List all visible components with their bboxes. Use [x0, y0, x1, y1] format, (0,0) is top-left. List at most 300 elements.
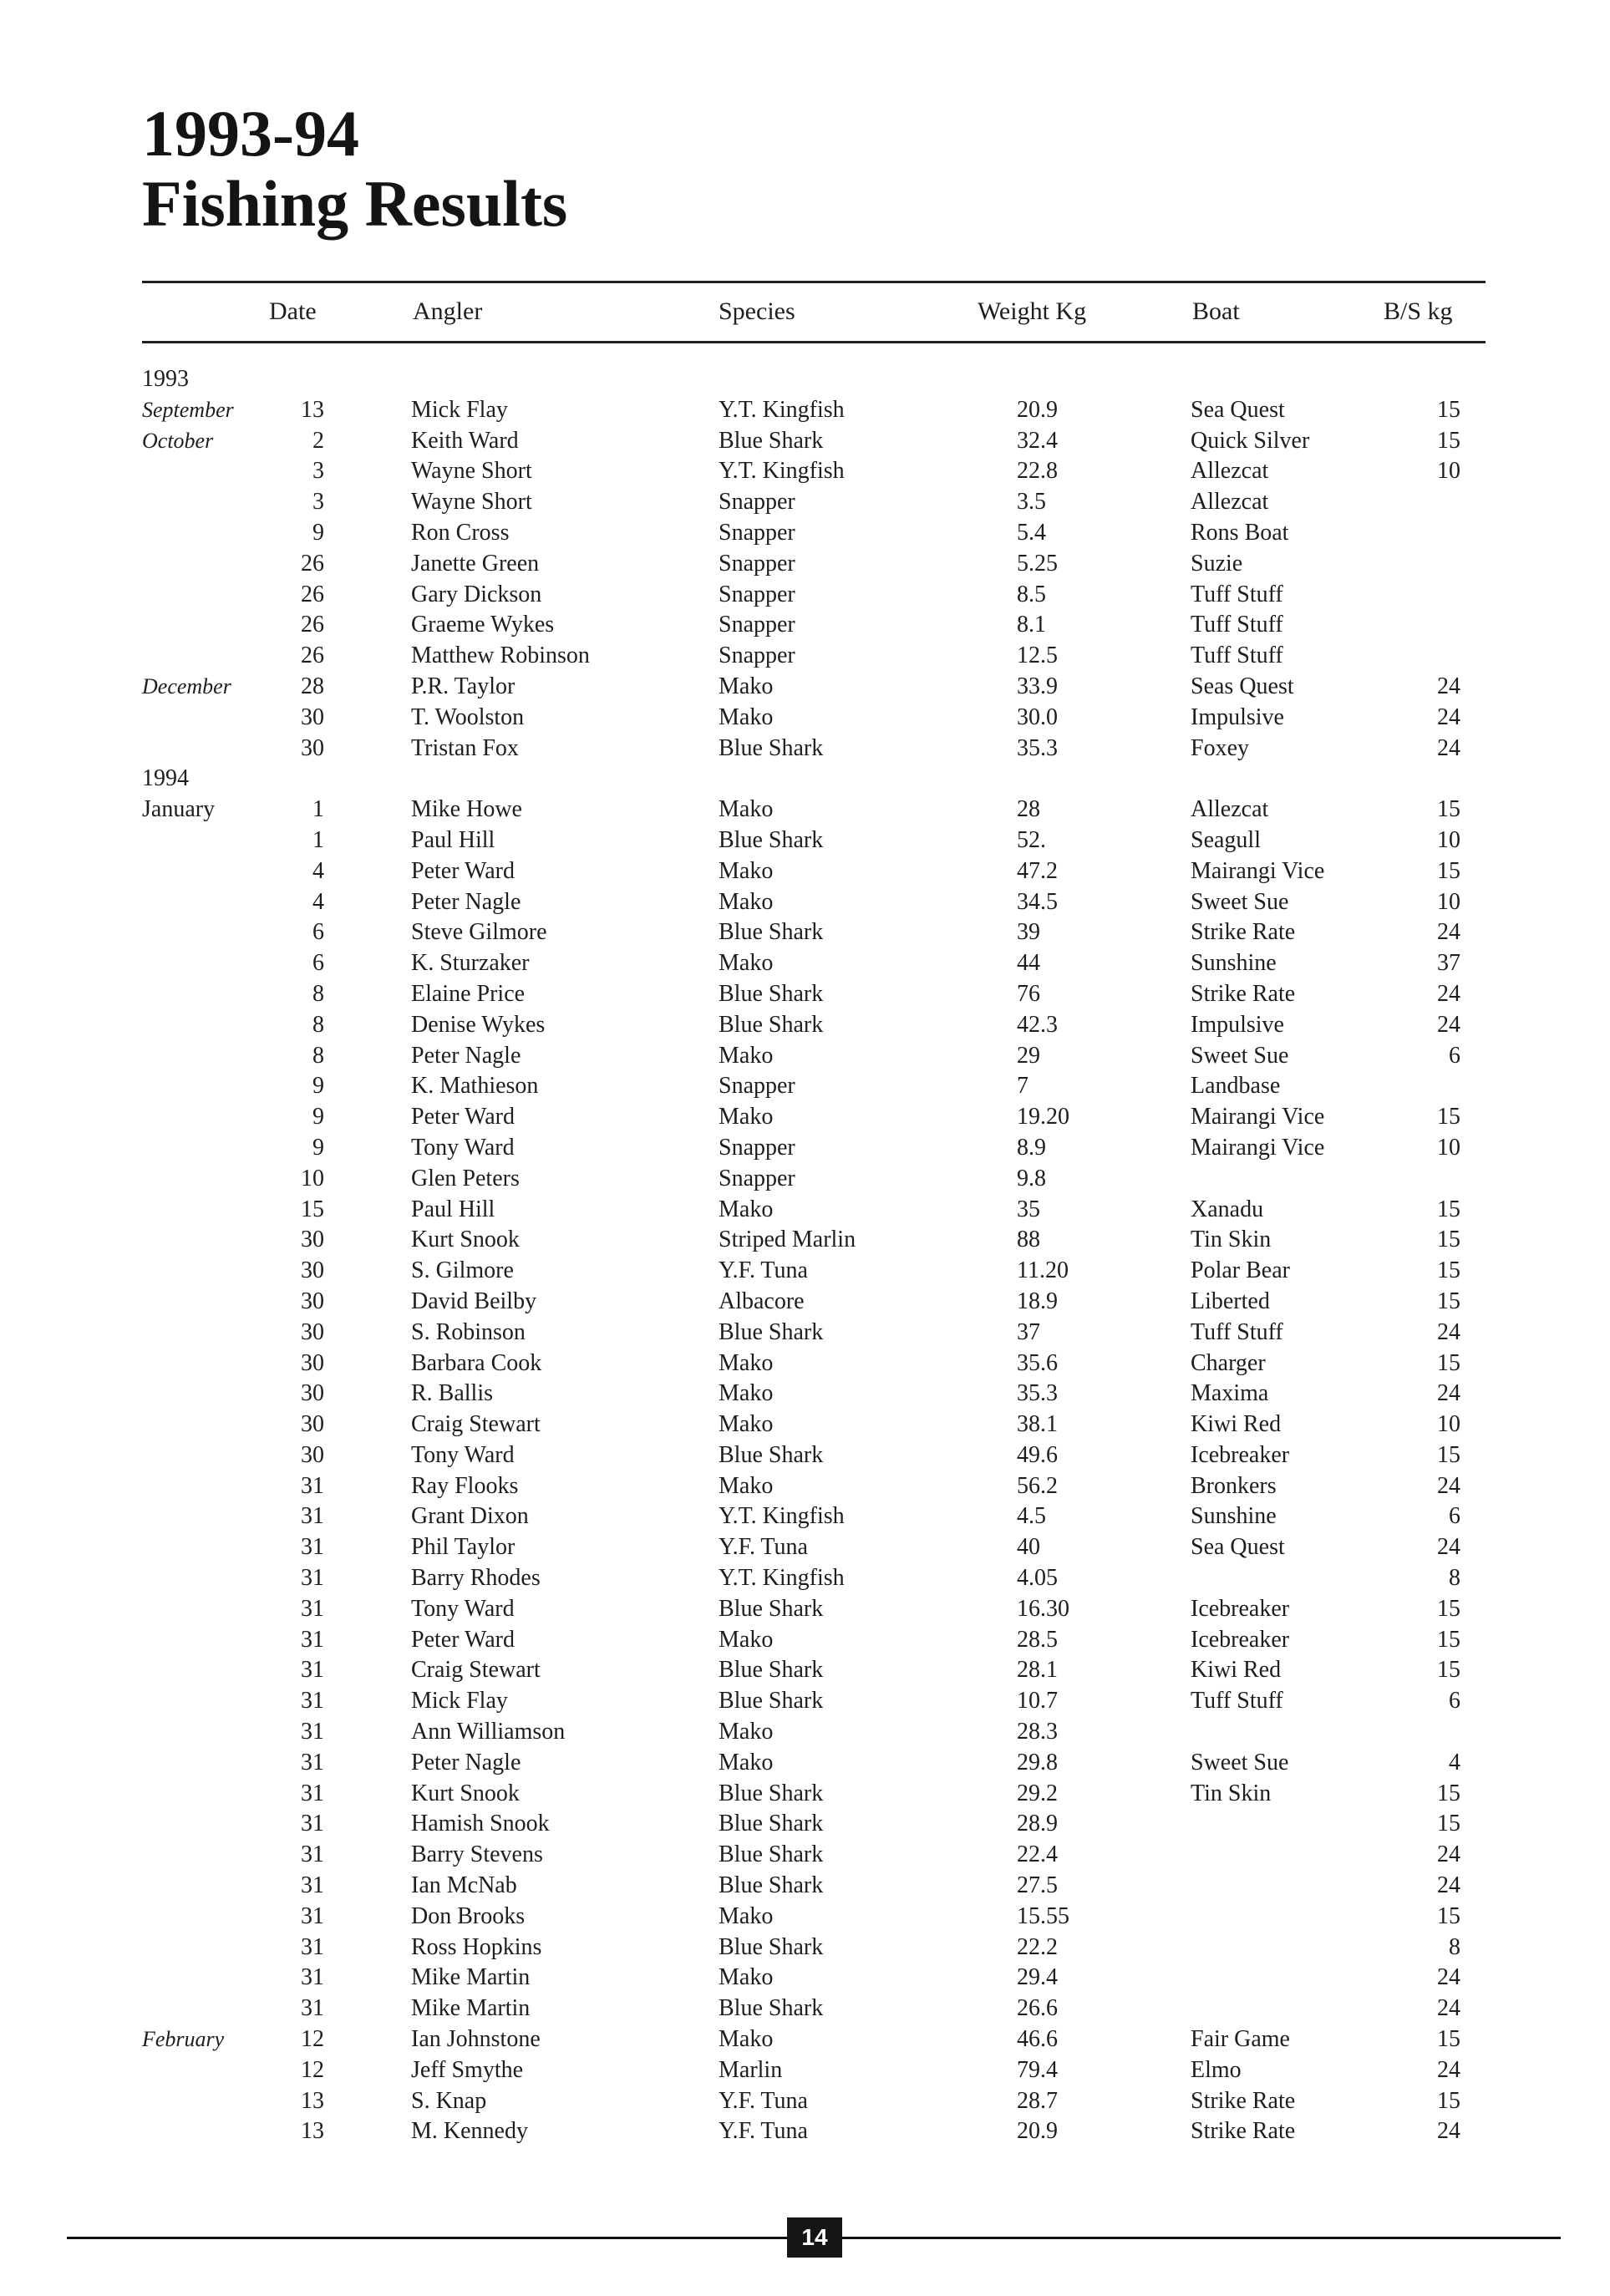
angler-cell: Paul Hill — [411, 826, 495, 853]
table-row — [0, 1256, 1610, 1287]
bs-cell: 15 — [1437, 1288, 1460, 1314]
table-row — [0, 518, 1610, 549]
day-cell: 31 — [301, 1657, 324, 1684]
species-cell: Blue Shark — [719, 826, 824, 853]
angler-cell: K. Mathieson — [411, 1073, 539, 1100]
bs-cell: 15 — [1437, 1626, 1460, 1653]
day-cell: 10 — [301, 1165, 324, 1191]
weight-cell: 15.55 — [1017, 1902, 1069, 1929]
day-cell: 30 — [301, 704, 324, 730]
angler-cell: Craig Stewart — [411, 1657, 541, 1684]
species-cell: Blue Shark — [719, 1841, 824, 1868]
boat-cell: Quick Silver — [1191, 427, 1310, 454]
title-text: Fishing Results — [142, 167, 568, 240]
species-cell: Mako — [719, 1472, 774, 1499]
angler-cell: Peter Nagle — [411, 888, 521, 915]
species-cell: Mako — [719, 857, 774, 884]
species-cell: Mako — [719, 1380, 774, 1407]
weight-cell: 26.6 — [1017, 1995, 1058, 2022]
header-angler: Angler — [413, 297, 483, 325]
table-row — [0, 795, 1610, 825]
weight-cell: 22.8 — [1017, 458, 1058, 485]
species-cell: Snapper — [719, 1165, 795, 1191]
table-row — [0, 856, 1610, 887]
day-cell: 31 — [301, 1811, 324, 1837]
day-cell: 28 — [301, 673, 324, 699]
species-cell: Y.F. Tuna — [719, 1257, 808, 1284]
header-species: Species — [719, 297, 795, 325]
weight-cell: 4.5 — [1017, 1503, 1046, 1530]
angler-cell: Tristan Fox — [411, 734, 519, 761]
day-cell: 13 — [301, 2087, 324, 2114]
bs-cell: 24 — [1437, 2056, 1460, 2083]
boat-cell: Impulsive — [1191, 704, 1284, 730]
weight-cell: 33.9 — [1017, 673, 1058, 699]
table-row — [0, 1501, 1610, 1532]
species-cell: Blue Shark — [719, 1441, 824, 1468]
table-row — [0, 2116, 1610, 2147]
table-row — [0, 672, 1610, 703]
table-row — [0, 549, 1610, 580]
table-row — [0, 1133, 1610, 1164]
species-cell: Blue Shark — [719, 1595, 824, 1622]
bs-cell: 15 — [1437, 2026, 1460, 2053]
day-cell: 13 — [301, 2118, 324, 2145]
table-row — [0, 2055, 1610, 2086]
weight-cell: 37 — [1017, 1318, 1040, 1345]
table-row — [0, 1071, 1610, 1102]
bs-cell: 15 — [1437, 857, 1460, 884]
weight-cell: 42.3 — [1017, 1011, 1058, 1038]
day-cell: 31 — [301, 1995, 324, 2022]
year-label: 1994 — [142, 765, 189, 792]
day-cell: 26 — [301, 581, 324, 607]
day-cell: 31 — [301, 1534, 324, 1561]
boat-cell: Tuff Stuff — [1191, 612, 1283, 638]
table-row — [0, 1748, 1610, 1779]
bs-cell: 24 — [1437, 2118, 1460, 2145]
table-row — [0, 1655, 1610, 1686]
species-cell: Marlin — [719, 2056, 783, 2083]
results-table — [0, 364, 1610, 2147]
weight-cell: 44 — [1017, 950, 1040, 977]
species-cell: Mako — [719, 1411, 774, 1438]
weight-cell: 28.7 — [1017, 2087, 1058, 2114]
header-boat: Boat — [1192, 297, 1240, 325]
day-cell: 31 — [301, 1841, 324, 1868]
species-cell: Blue Shark — [719, 734, 824, 761]
day-cell: 31 — [301, 1472, 324, 1499]
weight-cell: 46.6 — [1017, 2026, 1058, 2053]
table-row — [0, 1041, 1610, 1072]
day-cell: 30 — [301, 1380, 324, 1407]
bs-cell: 15 — [1437, 1902, 1460, 1929]
species-cell: Blue Shark — [719, 1318, 824, 1345]
species-cell: Mako — [719, 1196, 774, 1222]
angler-cell: S. Gilmore — [411, 1257, 514, 1284]
bs-cell: 8 — [1449, 1565, 1460, 1592]
weight-cell: 20.9 — [1017, 396, 1058, 423]
day-cell: 1 — [312, 826, 324, 853]
table-row — [0, 610, 1610, 641]
boat-cell: Mairangi Vice — [1191, 1134, 1325, 1161]
angler-cell: M. Kennedy — [411, 2118, 528, 2145]
bs-cell: 24 — [1437, 1841, 1460, 1868]
species-cell: Striped Marlin — [719, 1227, 856, 1253]
angler-cell: Denise Wykes — [411, 1011, 546, 1038]
bs-cell: 10 — [1437, 826, 1460, 853]
weight-cell: 8.9 — [1017, 1134, 1046, 1161]
angler-cell: Ann Williamson — [411, 1719, 566, 1745]
species-cell: Mako — [719, 950, 774, 977]
day-cell: 8 — [312, 980, 324, 1007]
bs-cell: 15 — [1437, 1349, 1460, 1376]
table-row — [0, 917, 1610, 948]
bs-cell: 24 — [1437, 734, 1460, 761]
boat-cell: Suzie — [1191, 550, 1243, 577]
boat-cell: Seas Quest — [1191, 673, 1294, 699]
weight-cell: 88 — [1017, 1227, 1040, 1253]
species-cell: Y.F. Tuna — [719, 2087, 808, 2114]
bs-cell: 6 — [1449, 1042, 1460, 1069]
weight-cell: 38.1 — [1017, 1411, 1058, 1438]
boat-cell: Tuff Stuff — [1191, 581, 1283, 607]
angler-cell: Don Brooks — [411, 1902, 526, 1929]
header-weight: Weight Kg — [978, 297, 1087, 325]
weight-cell: 20.9 — [1017, 2118, 1058, 2145]
table-row — [0, 1563, 1610, 1594]
angler-cell: Elaine Price — [411, 980, 526, 1007]
bs-cell: 15 — [1437, 1227, 1460, 1253]
table-row — [0, 1318, 1610, 1349]
bs-cell: 6 — [1449, 1503, 1460, 1530]
day-cell: 1 — [312, 796, 324, 823]
bs-cell: 8 — [1449, 1933, 1460, 1960]
page-title — [142, 99, 567, 239]
weight-cell: 12.5 — [1017, 643, 1058, 669]
table-header — [0, 297, 1610, 334]
day-cell: 31 — [301, 1565, 324, 1592]
species-cell: Mako — [719, 1349, 774, 1376]
species-cell: Snapper — [719, 519, 795, 546]
day-cell: 9 — [312, 1134, 324, 1161]
weight-cell: 16.30 — [1017, 1595, 1069, 1622]
day-cell: 31 — [301, 1902, 324, 1929]
species-cell: Mako — [719, 796, 774, 823]
day-cell: 31 — [301, 1872, 324, 1899]
species-cell: Y.F. Tuna — [719, 2118, 808, 2145]
weight-cell: 28.5 — [1017, 1626, 1058, 1653]
table-row — [0, 1717, 1610, 1748]
boat-cell: Tuff Stuff — [1191, 1688, 1283, 1714]
angler-cell: Ron Cross — [411, 519, 510, 546]
angler-cell: Hamish Snook — [411, 1811, 550, 1837]
weight-cell: 29.2 — [1017, 1780, 1058, 1806]
angler-cell: Ian Johnstone — [411, 2026, 541, 2053]
boat-cell: Tuff Stuff — [1191, 1318, 1283, 1345]
bs-cell: 24 — [1437, 1995, 1460, 2022]
species-cell: Mako — [719, 1964, 774, 1991]
boat-cell: Strike Rate — [1191, 980, 1296, 1007]
angler-cell: Wayne Short — [411, 458, 532, 485]
day-cell: 30 — [301, 1257, 324, 1284]
bs-cell: 24 — [1437, 1534, 1460, 1561]
boat-cell: Kiwi Red — [1191, 1657, 1282, 1684]
table-row — [0, 1440, 1610, 1471]
weight-cell: 32.4 — [1017, 427, 1058, 454]
species-cell: Y.F. Tuna — [719, 1534, 808, 1561]
table-row — [0, 703, 1610, 734]
bs-cell: 10 — [1437, 1134, 1460, 1161]
angler-cell: Peter Nagle — [411, 1749, 521, 1775]
day-cell: 6 — [312, 919, 324, 946]
table-row — [0, 1963, 1610, 1994]
day-cell: 9 — [312, 519, 324, 546]
day-cell: 31 — [301, 1503, 324, 1530]
species-cell: Blue Shark — [719, 427, 824, 454]
angler-cell: Mick Flay — [411, 1688, 508, 1714]
day-cell: 12 — [301, 2026, 324, 2053]
species-cell: Y.T. Kingfish — [719, 458, 845, 485]
day-cell: 3 — [312, 458, 324, 485]
weight-cell: 3.5 — [1017, 489, 1046, 516]
weight-cell: 28.3 — [1017, 1719, 1058, 1745]
angler-cell: Mike Martin — [411, 1995, 531, 2022]
weight-cell: 10.7 — [1017, 1688, 1058, 1714]
angler-cell: Tony Ward — [411, 1134, 515, 1161]
angler-cell: Tony Ward — [411, 1595, 515, 1622]
day-cell: 4 — [312, 857, 324, 884]
weight-cell: 30.0 — [1017, 704, 1058, 730]
angler-cell: Mike Howe — [411, 796, 522, 823]
angler-cell: Peter Ward — [411, 1626, 515, 1653]
species-cell: Blue Shark — [719, 980, 824, 1007]
angler-cell: Peter Ward — [411, 1104, 515, 1130]
bs-cell: 15 — [1437, 1780, 1460, 1806]
weight-cell: 11.20 — [1017, 1257, 1069, 1284]
species-cell: Blue Shark — [719, 919, 824, 946]
day-cell: 30 — [301, 1288, 324, 1314]
species-cell: Snapper — [719, 581, 795, 607]
table-row — [0, 1410, 1610, 1440]
day-cell: 31 — [301, 1933, 324, 1960]
species-cell: Blue Shark — [719, 1933, 824, 1960]
day-cell: 30 — [301, 1349, 324, 1376]
boat-cell: Sunshine — [1191, 1503, 1277, 1530]
weight-cell: 9.8 — [1017, 1165, 1046, 1191]
angler-cell: R. Ballis — [411, 1380, 494, 1407]
boat-cell: Bronkers — [1191, 1472, 1277, 1499]
boat-cell: Icebreaker — [1191, 1441, 1290, 1468]
weight-cell: 7 — [1017, 1073, 1028, 1100]
bs-cell: 24 — [1437, 1011, 1460, 1038]
year-label: 1993 — [142, 366, 189, 392]
angler-cell: Craig Stewart — [411, 1411, 541, 1438]
day-cell: 12 — [301, 2056, 324, 2083]
bs-cell: 24 — [1437, 1964, 1460, 1991]
weight-cell: 52. — [1017, 826, 1046, 853]
angler-cell: Peter Ward — [411, 857, 515, 884]
weight-cell: 29.8 — [1017, 1749, 1058, 1775]
table-row — [0, 1195, 1610, 1226]
species-cell: Mako — [719, 1626, 774, 1653]
page-number: 14 — [787, 2217, 842, 2258]
boat-cell: Landbase — [1191, 1073, 1281, 1100]
table-row — [0, 1532, 1610, 1563]
day-cell: 31 — [301, 1749, 324, 1775]
header-bs: B/S kg — [1384, 297, 1453, 325]
bs-cell: 37 — [1437, 950, 1460, 977]
weight-cell: 49.6 — [1017, 1441, 1058, 1468]
day-cell: 30 — [301, 734, 324, 761]
weight-cell: 35.6 — [1017, 1349, 1058, 1376]
day-cell: 6 — [312, 950, 324, 977]
table-row — [0, 979, 1610, 1010]
footer-rule-left — [67, 2237, 787, 2239]
header-rule — [142, 341, 1486, 343]
day-cell: 9 — [312, 1104, 324, 1130]
title-years: 1993-94 — [142, 97, 359, 170]
species-cell: Snapper — [719, 550, 795, 577]
boat-cell: Icebreaker — [1191, 1595, 1290, 1622]
weight-cell: 5.25 — [1017, 550, 1058, 577]
bs-cell: 10 — [1437, 888, 1460, 915]
species-cell: Mako — [719, 888, 774, 915]
weight-cell: 56.2 — [1017, 1472, 1058, 1499]
angler-cell: Jeff Smythe — [411, 2056, 524, 2083]
species-cell: Snapper — [719, 489, 795, 516]
boat-cell: Rons Boat — [1191, 519, 1289, 546]
table-row — [0, 887, 1610, 918]
day-cell: 30 — [301, 1411, 324, 1438]
month-label: January — [142, 796, 216, 823]
table-row — [0, 1164, 1610, 1195]
top-rule — [142, 281, 1486, 283]
day-cell: 30 — [301, 1227, 324, 1253]
bs-cell: 24 — [1437, 1318, 1460, 1345]
species-cell: Blue Shark — [719, 1657, 824, 1684]
angler-cell: Gary Dickson — [411, 581, 542, 607]
table-row — [0, 1809, 1610, 1840]
day-cell: 31 — [301, 1780, 324, 1806]
table-row — [0, 1933, 1610, 1963]
boat-cell: Maxima — [1191, 1380, 1269, 1407]
angler-cell: Tony Ward — [411, 1441, 515, 1468]
angler-cell: P.R. Taylor — [411, 673, 516, 699]
species-cell: Mako — [719, 1749, 774, 1775]
bs-cell: 6 — [1449, 1688, 1460, 1714]
weight-cell: 34.5 — [1017, 888, 1058, 915]
day-cell: 30 — [301, 1318, 324, 1345]
table-row — [0, 1225, 1610, 1256]
species-cell: Mako — [719, 1719, 774, 1745]
bs-cell: 24 — [1437, 1472, 1460, 1499]
bs-cell: 24 — [1437, 704, 1460, 730]
footer-rule-right — [842, 2237, 1561, 2239]
species-cell: Y.T. Kingfish — [719, 396, 845, 423]
bs-cell: 24 — [1437, 673, 1460, 699]
bs-cell: 24 — [1437, 919, 1460, 946]
angler-cell: Wayne Short — [411, 489, 532, 516]
species-cell: Blue Shark — [719, 1780, 824, 1806]
day-cell: 31 — [301, 1964, 324, 1991]
angler-cell: Keith Ward — [411, 427, 519, 454]
boat-cell: Foxey — [1191, 734, 1249, 761]
table-row — [0, 1686, 1610, 1717]
species-cell: Mako — [719, 704, 774, 730]
day-cell: 3 — [312, 489, 324, 516]
table-row — [0, 1994, 1610, 2024]
weight-cell: 28 — [1017, 796, 1040, 823]
angler-cell: T. Woolston — [411, 704, 525, 730]
angler-cell: Mick Flay — [411, 396, 508, 423]
bs-cell: 15 — [1437, 1104, 1460, 1130]
table-row — [0, 1902, 1610, 1933]
bs-cell: 4 — [1449, 1749, 1460, 1775]
species-cell: Mako — [719, 673, 774, 699]
species-cell: Blue Shark — [719, 1688, 824, 1714]
angler-cell: Steve Gilmore — [411, 919, 547, 946]
day-cell: 31 — [301, 1688, 324, 1714]
day-cell: 30 — [301, 1441, 324, 1468]
boat-cell: Strike Rate — [1191, 2118, 1296, 2145]
boat-cell: Polar Bear — [1191, 1257, 1290, 1284]
weight-cell: 5.4 — [1017, 519, 1046, 546]
weight-cell: 76 — [1017, 980, 1040, 1007]
boat-cell: Strike Rate — [1191, 919, 1296, 946]
bs-cell: 15 — [1437, 1657, 1460, 1684]
angler-cell: S. Robinson — [411, 1318, 526, 1345]
table-row — [0, 395, 1610, 426]
boat-cell: Sea Quest — [1191, 396, 1285, 423]
angler-cell: Barry Stevens — [411, 1841, 543, 1868]
weight-cell: 22.4 — [1017, 1841, 1058, 1868]
table-row — [0, 948, 1610, 979]
species-cell: Blue Shark — [719, 1011, 824, 1038]
table-row — [0, 1349, 1610, 1379]
boat-cell: Allezcat — [1191, 796, 1269, 823]
angler-cell: David Beilby — [411, 1288, 537, 1314]
table-row — [0, 426, 1610, 457]
angler-cell: Kurt Snook — [411, 1227, 520, 1253]
table-row — [0, 580, 1610, 611]
day-cell: 13 — [301, 396, 324, 423]
table-row — [0, 1871, 1610, 1902]
day-cell: 4 — [312, 888, 324, 915]
angler-cell: Ray Flooks — [411, 1472, 519, 1499]
boat-cell: Sweet Sue — [1191, 1042, 1289, 1069]
boat-cell: Tin Skin — [1191, 1227, 1272, 1253]
boat-cell: Sweet Sue — [1191, 1749, 1289, 1775]
boat-cell: Strike Rate — [1191, 2087, 1296, 2114]
species-cell: Snapper — [719, 1134, 795, 1161]
table-row — [0, 1840, 1610, 1871]
weight-cell: 40 — [1017, 1534, 1040, 1561]
table-row — [0, 487, 1610, 518]
weight-cell: 79.4 — [1017, 2056, 1058, 2083]
bs-cell: 10 — [1437, 1411, 1460, 1438]
table-row — [0, 734, 1610, 764]
year-row — [0, 764, 1610, 795]
table-row — [0, 1779, 1610, 1810]
boat-cell: Mairangi Vice — [1191, 1104, 1325, 1130]
bs-cell: 24 — [1437, 980, 1460, 1007]
boat-cell: Fair Game — [1191, 2026, 1290, 2053]
angler-cell: Ross Hopkins — [411, 1933, 542, 1960]
table-row — [0, 1010, 1610, 1041]
day-cell: 26 — [301, 612, 324, 638]
month-label: October — [142, 428, 214, 453]
